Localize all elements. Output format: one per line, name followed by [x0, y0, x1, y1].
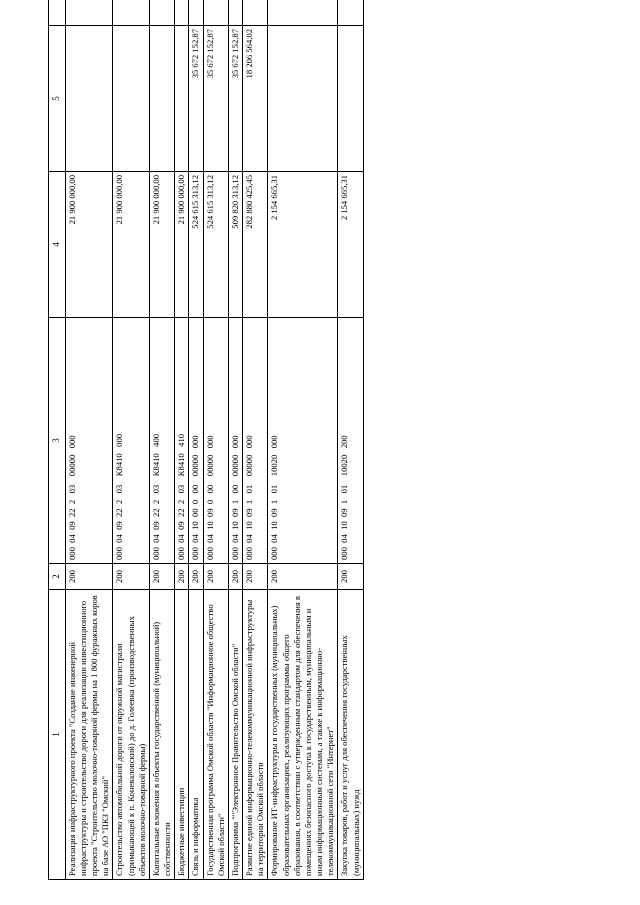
row-name: Капитальные вложения в объекты государственной (муниципальной) собственности	[149, 590, 174, 880]
table-row	[203, 0, 228, 880]
row-kbk: 000 04 10 00 0 00 00000 000	[189, 318, 203, 564]
row-approved: 2 154 665,31	[338, 172, 363, 318]
header-col-6	[49, 0, 66, 26]
row-executed: 35 672 152,87	[228, 26, 242, 172]
row-unexecuted	[203, 0, 228, 26]
row-kbk: 000 04 09 22 2 03 К8410 000	[113, 318, 150, 564]
row-approved: 524 615 313,12	[189, 172, 203, 318]
table-row	[175, 0, 189, 880]
table-row	[228, 0, 242, 880]
row-code: 200	[175, 564, 189, 590]
row-executed	[338, 26, 363, 172]
header-col-5: 5	[49, 26, 66, 172]
row-name: Подпрограмма ""Электронное Правительство Омской области"	[228, 590, 242, 880]
row-executed	[268, 26, 338, 172]
row-unexecuted	[175, 0, 189, 26]
row-code: 200	[338, 564, 363, 590]
header-col-3: 3	[49, 318, 66, 564]
row-code: 200	[189, 564, 203, 590]
row-executed: 35 672 152,87	[189, 26, 203, 172]
row-name: Связь и информатика	[189, 590, 203, 880]
row-code: 200	[268, 564, 338, 590]
row-executed: 35 672 152,87	[203, 26, 228, 172]
table-row	[189, 0, 203, 880]
row-executed	[113, 26, 150, 172]
row-code: 200	[243, 564, 268, 590]
row-kbk: 000 04 09 22 2 03 00000 000	[65, 318, 113, 564]
row-kbk: 000 04 10 09 0 00 00000 000	[203, 318, 228, 564]
row-unexecuted	[65, 0, 113, 26]
header-row	[49, 0, 66, 880]
row-code: 200	[65, 564, 113, 590]
row-name: Формирование ИТ-инфраструктуры в государственных (муниципальных) образовательных организациях, реализующих программы общего образования, в соответствии с утвержденным стандартом для обеспечения в помещениях безопасного доступа к государственным, муниципальным и иным информационным системам, а также к информационно-телекоммуникационной сети "Интернет"	[268, 590, 338, 880]
row-unexecuted	[113, 0, 150, 26]
row-executed	[149, 26, 174, 172]
row-name: Строительство автомобильной дороги от окружной магистрали (примыкающей к п. Коневаловский) до д. Голеевка (производственных объектов молочно-товарной фермы)	[113, 590, 150, 880]
row-executed	[65, 26, 113, 172]
budget-table	[48, 0, 364, 880]
row-name: Развитие единой информационно-телекоммуникационной инфраструктуры на территории Омской области	[243, 590, 268, 880]
row-unexecuted	[338, 0, 363, 26]
row-code: 200	[228, 564, 242, 590]
row-kbk: 000 04 10 09 1 01 10020 200	[338, 318, 363, 564]
table-row	[113, 0, 150, 880]
row-approved: 21 900 000,00	[149, 172, 174, 318]
row-unexecuted	[228, 0, 242, 26]
table-row	[268, 0, 338, 880]
row-unexecuted	[243, 0, 268, 26]
row-approved: 21 900 000,00	[65, 172, 113, 318]
row-approved: 524 615 313,12	[203, 172, 228, 318]
row-approved: 282 880 425,45	[243, 172, 268, 318]
row-name: Государственная программа Омской области "Информационное общество Омской области"	[203, 590, 228, 880]
row-kbk: 000 04 10 09 1 01 00000 000	[243, 318, 268, 564]
row-code: 200	[149, 564, 174, 590]
row-approved: 21 900 000,00	[175, 172, 189, 318]
row-unexecuted	[189, 0, 203, 26]
row-name: Реализация инфраструктурного проекта "Создание инженерной инфраструктуры и строительство дороги для реализации инвестиционного проекта "Строительство молочно-товарной фермы на 1 800 фуражных коров на базе АО "ПКЗ "Омский"	[65, 590, 113, 880]
row-name: Закупка товаров, работ и услуг для обеспечения государственных (муниципальных) нужд	[338, 590, 363, 880]
table-row	[243, 0, 268, 880]
table-row	[65, 0, 113, 880]
row-kbk: 000 04 10 09 1 00 00000 000	[228, 318, 242, 564]
rotated-page	[20, 0, 580, 880]
row-executed: 18 206 564,02	[243, 26, 268, 172]
table-row	[338, 0, 363, 880]
row-kbk: 000 04 09 22 2 03 К8410 400	[149, 318, 174, 564]
row-approved: 21 900 000,00	[113, 172, 150, 318]
row-name: Бюджетные инвестиции	[175, 590, 189, 880]
row-code: 200	[203, 564, 228, 590]
header-col-2: 2	[49, 564, 66, 590]
row-kbk: 000 04 09 22 2 03 К8410 410	[175, 318, 189, 564]
row-kbk: 000 04 10 09 1 01 10020 000	[268, 318, 338, 564]
header-col-1: 1	[49, 590, 66, 880]
row-unexecuted	[149, 0, 174, 26]
row-approved: 509 820 313,12	[228, 172, 242, 318]
header-col-4: 4	[49, 172, 66, 318]
row-code: 200	[113, 564, 150, 590]
row-unexecuted	[268, 0, 338, 26]
row-approved: 2 154 665,31	[268, 172, 338, 318]
row-executed	[175, 26, 189, 172]
table-row	[149, 0, 174, 880]
